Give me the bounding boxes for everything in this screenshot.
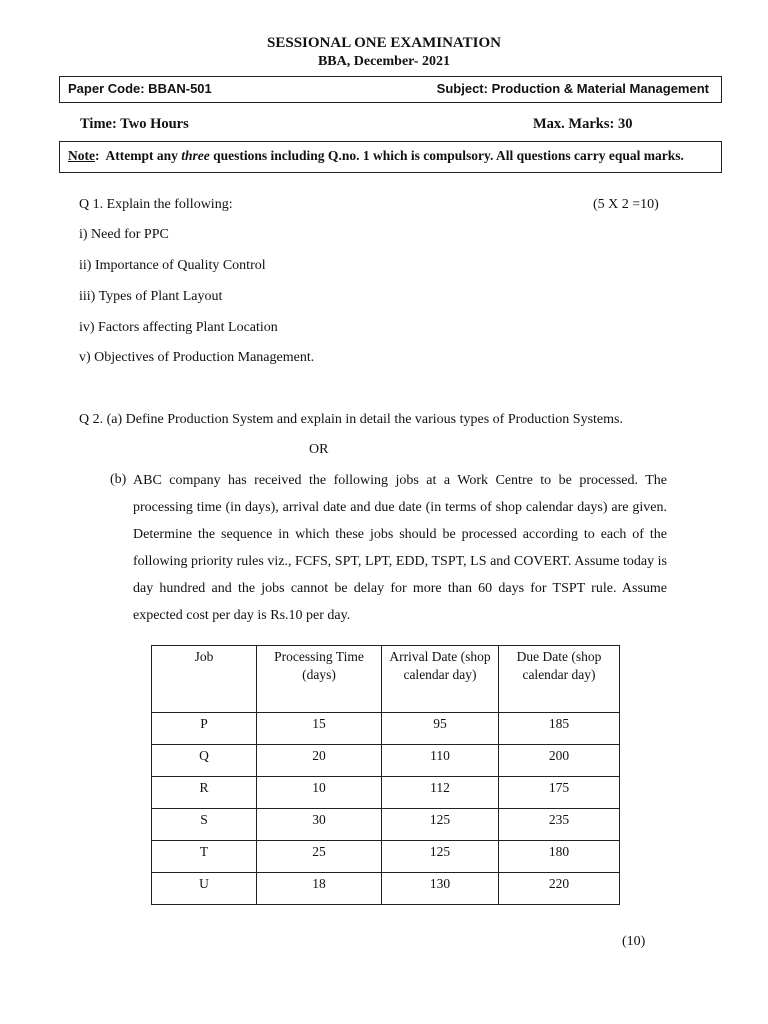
- table-cell: 175: [499, 777, 620, 809]
- table-cell: 25: [257, 841, 382, 873]
- note-label: Note: [68, 148, 95, 163]
- q2-marks: (10): [622, 934, 646, 949]
- q1-marks: (5 X 2 =10): [593, 197, 659, 212]
- table-header-cell: Arrival Date (shop calendar day): [382, 646, 499, 713]
- exam-subtitle: BBA, December- 2021: [317, 54, 451, 69]
- table-header-cell: Processing Time (days): [257, 646, 382, 713]
- q1-prompt: Q 1. Explain the following:: [79, 197, 233, 212]
- exam-time: Time: Two Hours: [80, 116, 189, 132]
- table-cell: 125: [382, 809, 499, 841]
- table-row: [152, 809, 620, 841]
- paper-info-box: [59, 76, 722, 103]
- note-emphasis: three: [181, 148, 210, 163]
- note-line: Note: Attempt any three questions including Q.no. 1 which is compulsory. All questions carry equal marks.: [68, 148, 684, 163]
- table-row: [152, 841, 620, 873]
- table-cell: 130: [382, 873, 499, 905]
- table-row: [152, 745, 620, 777]
- table-cell: 18: [257, 873, 382, 905]
- jobs-table: [151, 645, 620, 905]
- exam-title: SESSIONAL ONE EXAMINATION: [267, 35, 501, 51]
- table-cell: 185: [499, 713, 620, 745]
- table-cell: 125: [382, 841, 499, 873]
- table-row: [152, 873, 620, 905]
- max-marks: Max. Marks: 30: [533, 116, 633, 132]
- table-header-cell: Due Date (shop calendar day): [499, 646, 620, 713]
- table-row: [152, 777, 620, 809]
- table-cell: 110: [382, 745, 499, 777]
- q2-part-b-label: (b): [110, 472, 127, 487]
- table-cell: P: [152, 713, 257, 745]
- table-cell: 112: [382, 777, 499, 809]
- table-cell: R: [152, 777, 257, 809]
- q1-item: v) Objectives of Production Management.: [79, 350, 315, 365]
- table-cell: 30: [257, 809, 382, 841]
- q2-part-a: Q 2. (a) Define Production System and explain in detail the various types of Production Systems.: [79, 412, 623, 427]
- table-cell: Q: [152, 745, 257, 777]
- q2-or: OR: [309, 442, 329, 457]
- table-header-cell: Job: [152, 646, 257, 713]
- q2-part-b-text: ABC company has received the following jobs at a Work Centre to be processed. The processing time (in days), arrival date and due date (in terms of shop calendar days) are given. Determine the sequence in which these jobs should be processed according to each of the following priority rules viz., FCFS, SPT, LPT, EDD, TSPT, LS and COVERT. Assume today is day hundred and the jobs cannot be delay for more than 60 days for TSPT rule. Assume expected cost per day is Rs.10 per day.: [133, 473, 667, 623]
- table-cell: T: [152, 841, 257, 873]
- q1-item: iii) Types of Plant Layout: [79, 289, 223, 304]
- table-cell: 15: [257, 713, 382, 745]
- q1-item: iv) Factors affecting Plant Location: [79, 320, 278, 335]
- table-cell: 235: [499, 809, 620, 841]
- q1-item: ii) Importance of Quality Control: [79, 258, 266, 273]
- table-cell: S: [152, 809, 257, 841]
- table-cell: 180: [499, 841, 620, 873]
- subject: Subject: Production & Material Management: [436, 81, 709, 96]
- table-cell: 10: [257, 777, 382, 809]
- table-header-row: [152, 646, 620, 713]
- paper-code: Paper Code: BBAN-501: [68, 81, 212, 96]
- table-cell: 95: [382, 713, 499, 745]
- table-row: [152, 713, 620, 745]
- table-cell: 200: [499, 745, 620, 777]
- note-text-before: Attempt any: [105, 148, 182, 163]
- table-cell: U: [152, 873, 257, 905]
- note-box: [59, 141, 722, 173]
- note-text-after: questions including Q.no. 1 which is compulsory. All questions carry equal marks.: [209, 148, 684, 163]
- table-cell: 220: [499, 873, 620, 905]
- table-cell: 20: [257, 745, 382, 777]
- q1-item: i) Need for PPC: [79, 227, 169, 242]
